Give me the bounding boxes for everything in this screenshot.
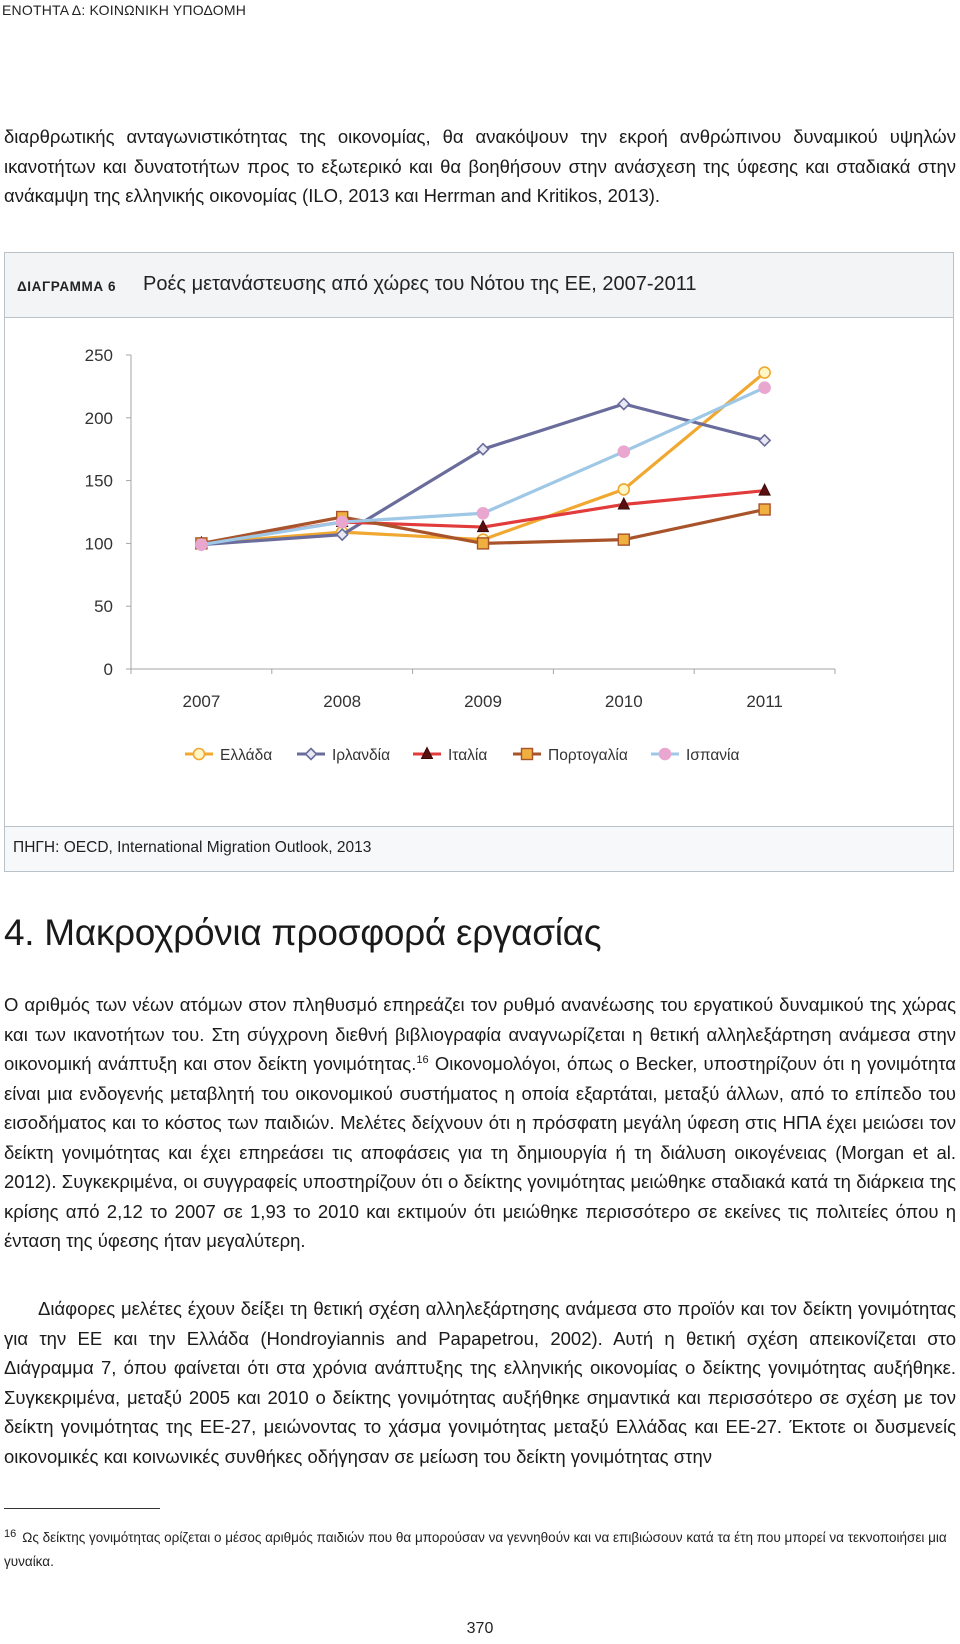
data-point [478,538,489,549]
data-point [618,446,629,457]
legend-item [651,747,740,764]
data-point [759,367,770,378]
chart-series-group [196,367,770,550]
line-chart [5,317,953,787]
legend-label: Ελλάδα [220,747,273,764]
data-point [618,534,629,545]
body-paragraph-1-part1: Ο αριθμός των νέων ατόμων στον πληθυσμό επηρεάζει τον ρυθμό ανανέωσης του εργατικού δυναμικού της χώρας και των ικανοτήτων του. Στη σύγχρονη διεθνή βιβλιογραφία αναγνωρίζεται η θετική αλληλεξάρτηση ανάμεσα στην οικονομική ανάπτυξη και στον δείκτη γονιμότητας. [4,994,956,1074]
legend-label: Ισπανία [686,747,740,764]
legend-item [513,747,628,764]
data-point [759,504,770,515]
legend-marker [194,749,205,760]
y-tick-label: 200 [84,408,113,428]
legend-item [185,747,272,764]
x-tick-label: 2010 [604,692,643,711]
legend-item [413,747,487,764]
figure-header [5,253,953,318]
body-paragraph-1 [4,990,956,1256]
x-tick-label: 2008 [323,692,362,711]
body-paragraph-2-text: Διάφορες μελέτες έχουν δείξει τη θετική σχέση αλληλεξάρτησης ανάμεσα στο προϊόν και τον δείκτη γονιμότητας για την ΕΕ και την Ελλάδα (Hondroyiannis and Papapetrou, 2002). Αυτή η θετική σχέση απεικονίζεται στο Διάγραμμα 7, όπου φαίνεται ότι στα χρόνια ανάπτυξης της ελληνικής οικονομίας ο δείκτης γονιμότητας αυξήθηκε. Συγκεκριμένα, μεταξύ 2005 και 2010 ο δείκτης γονιμότητας αυξήθηκε σημαντικά και περισσότερο σε σχέση με τον δείκτη γονιμότητας της ΕΕ-27, μειώνοντας το χάσμα γονιμότητας μεταξύ Ελλάδας και ΕΕ-27. Έκτοτε οι δυσμενείς οικονομικές και κοινωνικές συνθήκες οδήγησαν σε μείωση του δείκτη γονιμότητας στην [4,1298,956,1467]
data-point [337,517,348,528]
y-tick-label: 150 [84,471,113,491]
legend-label: Ιταλία [448,747,488,764]
data-point [759,435,770,446]
legend-label: Ιρλανδία [332,747,391,764]
x-tick-label: 2009 [464,692,502,711]
data-point [618,484,629,495]
intro-paragraph: διαρθρωτικής ανταγωνιστικότητας της οικονομίας, θα ανακόψουν την εκροή ανθρώπινου δυναμικού υψηλών ικανοτήτων και δυνατοτήτων προς το εξωτερικό και θα βοηθήσουν στην ανάσχεση της ύφεσης και σταδιακά στην ανάκαμψη της ελληνικής οικονομίας (ILO, 2013 και Herrman and Kritikos, 2013). [4,126,956,206]
page-number: 370 [466,1620,494,1637]
footnote-text: Ως δείκτης γονιμότητας ορίζεται ο μέσος αριθμός παιδιών που θα μπορούσαν να γεννηθούν και να επιβιώσουν κατά τα έτη που μπορεί να τεκνοποιήσει μια γυναίκα. [4,1530,947,1569]
legend-marker [306,749,317,760]
figure-source: ΠΗΓΗ: OECD, International Migration Outlook, 2013 [13,839,372,856]
figure-title: Ροές μετανάστευσης από χώρες του Νότου της ΕΕ, 2007-2011 [143,273,697,295]
data-point [759,382,770,393]
legend-label: Πορτογαλία [548,747,628,764]
x-tick-label: 2011 [746,692,783,711]
y-tick-label: 50 [94,597,113,617]
figure-box [4,252,954,872]
footnote [4,1526,954,1574]
figure-label: ΔΙΑΓΡΑΜΜΑ 6 [17,279,117,294]
data-point [196,539,207,550]
body-paragraph-1-part2: Οικονομολόγοι, όπως ο Becker, υποστηρίζουν ότι η γονιμότητα είναι μια ενδογενής μεταβλητή του οικονομικού συστήματος η οποία εξαρτάται, μεταξύ άλλων, από το επίπεδο του εισοδήματος και το κόστος των παιδιών. Μελέτες δείχνουν ότι η πρόσφατη μεγάλη ύφεση στις ΗΠΑ έχει μειώσει τον δείκτη γονιμότητας και έχει επηρεάσει τις αποφάσεις για τη δημιουργία ή τη διάλυση οικογένειας (Morgan et al. 2012). Συγκεκριμένα, οι συγγραφείς υποστηρίζουν ότι ο δείκτης γονιμότητας μειώθηκε σταδιακά κατά τη διάρκεια της κρίσης από 2,12 το 2007 σε 1,93 το 2010 και εκτιμούν ότι μειώθηκε περισσότερο σε εκείνες τις πολιτείες όπου η ένταση της ύφεσης ήταν μεγαλύτερη. [4,1053,956,1251]
data-point [478,508,489,519]
footnote-reference[interactable]: 16 [416,1053,429,1066]
figure-source-bar [5,826,953,871]
footnote-divider [4,1508,160,1509]
footnote-number: 16 [4,1527,17,1540]
x-tick-label: 2007 [182,692,221,711]
legend-marker [660,749,671,760]
y-tick-label: 0 [103,660,113,679]
legend-marker [522,749,533,760]
legend-item [297,747,390,764]
y-tick-label: 250 [84,346,113,365]
chart-axes [85,346,835,711]
running-head: ΕΝΟΤΗΤΑ Δ: ΚΟΙΝΩΝΙΚΗ ΥΠΟΔΟΜΗ [2,2,247,18]
body-paragraph-2 [4,1294,956,1471]
chart-legend [185,747,740,764]
section-heading: 4. Μακροχρόνια προσφορά εργασίας [4,912,602,953]
data-point [618,398,629,409]
y-tick-label: 100 [84,534,113,554]
